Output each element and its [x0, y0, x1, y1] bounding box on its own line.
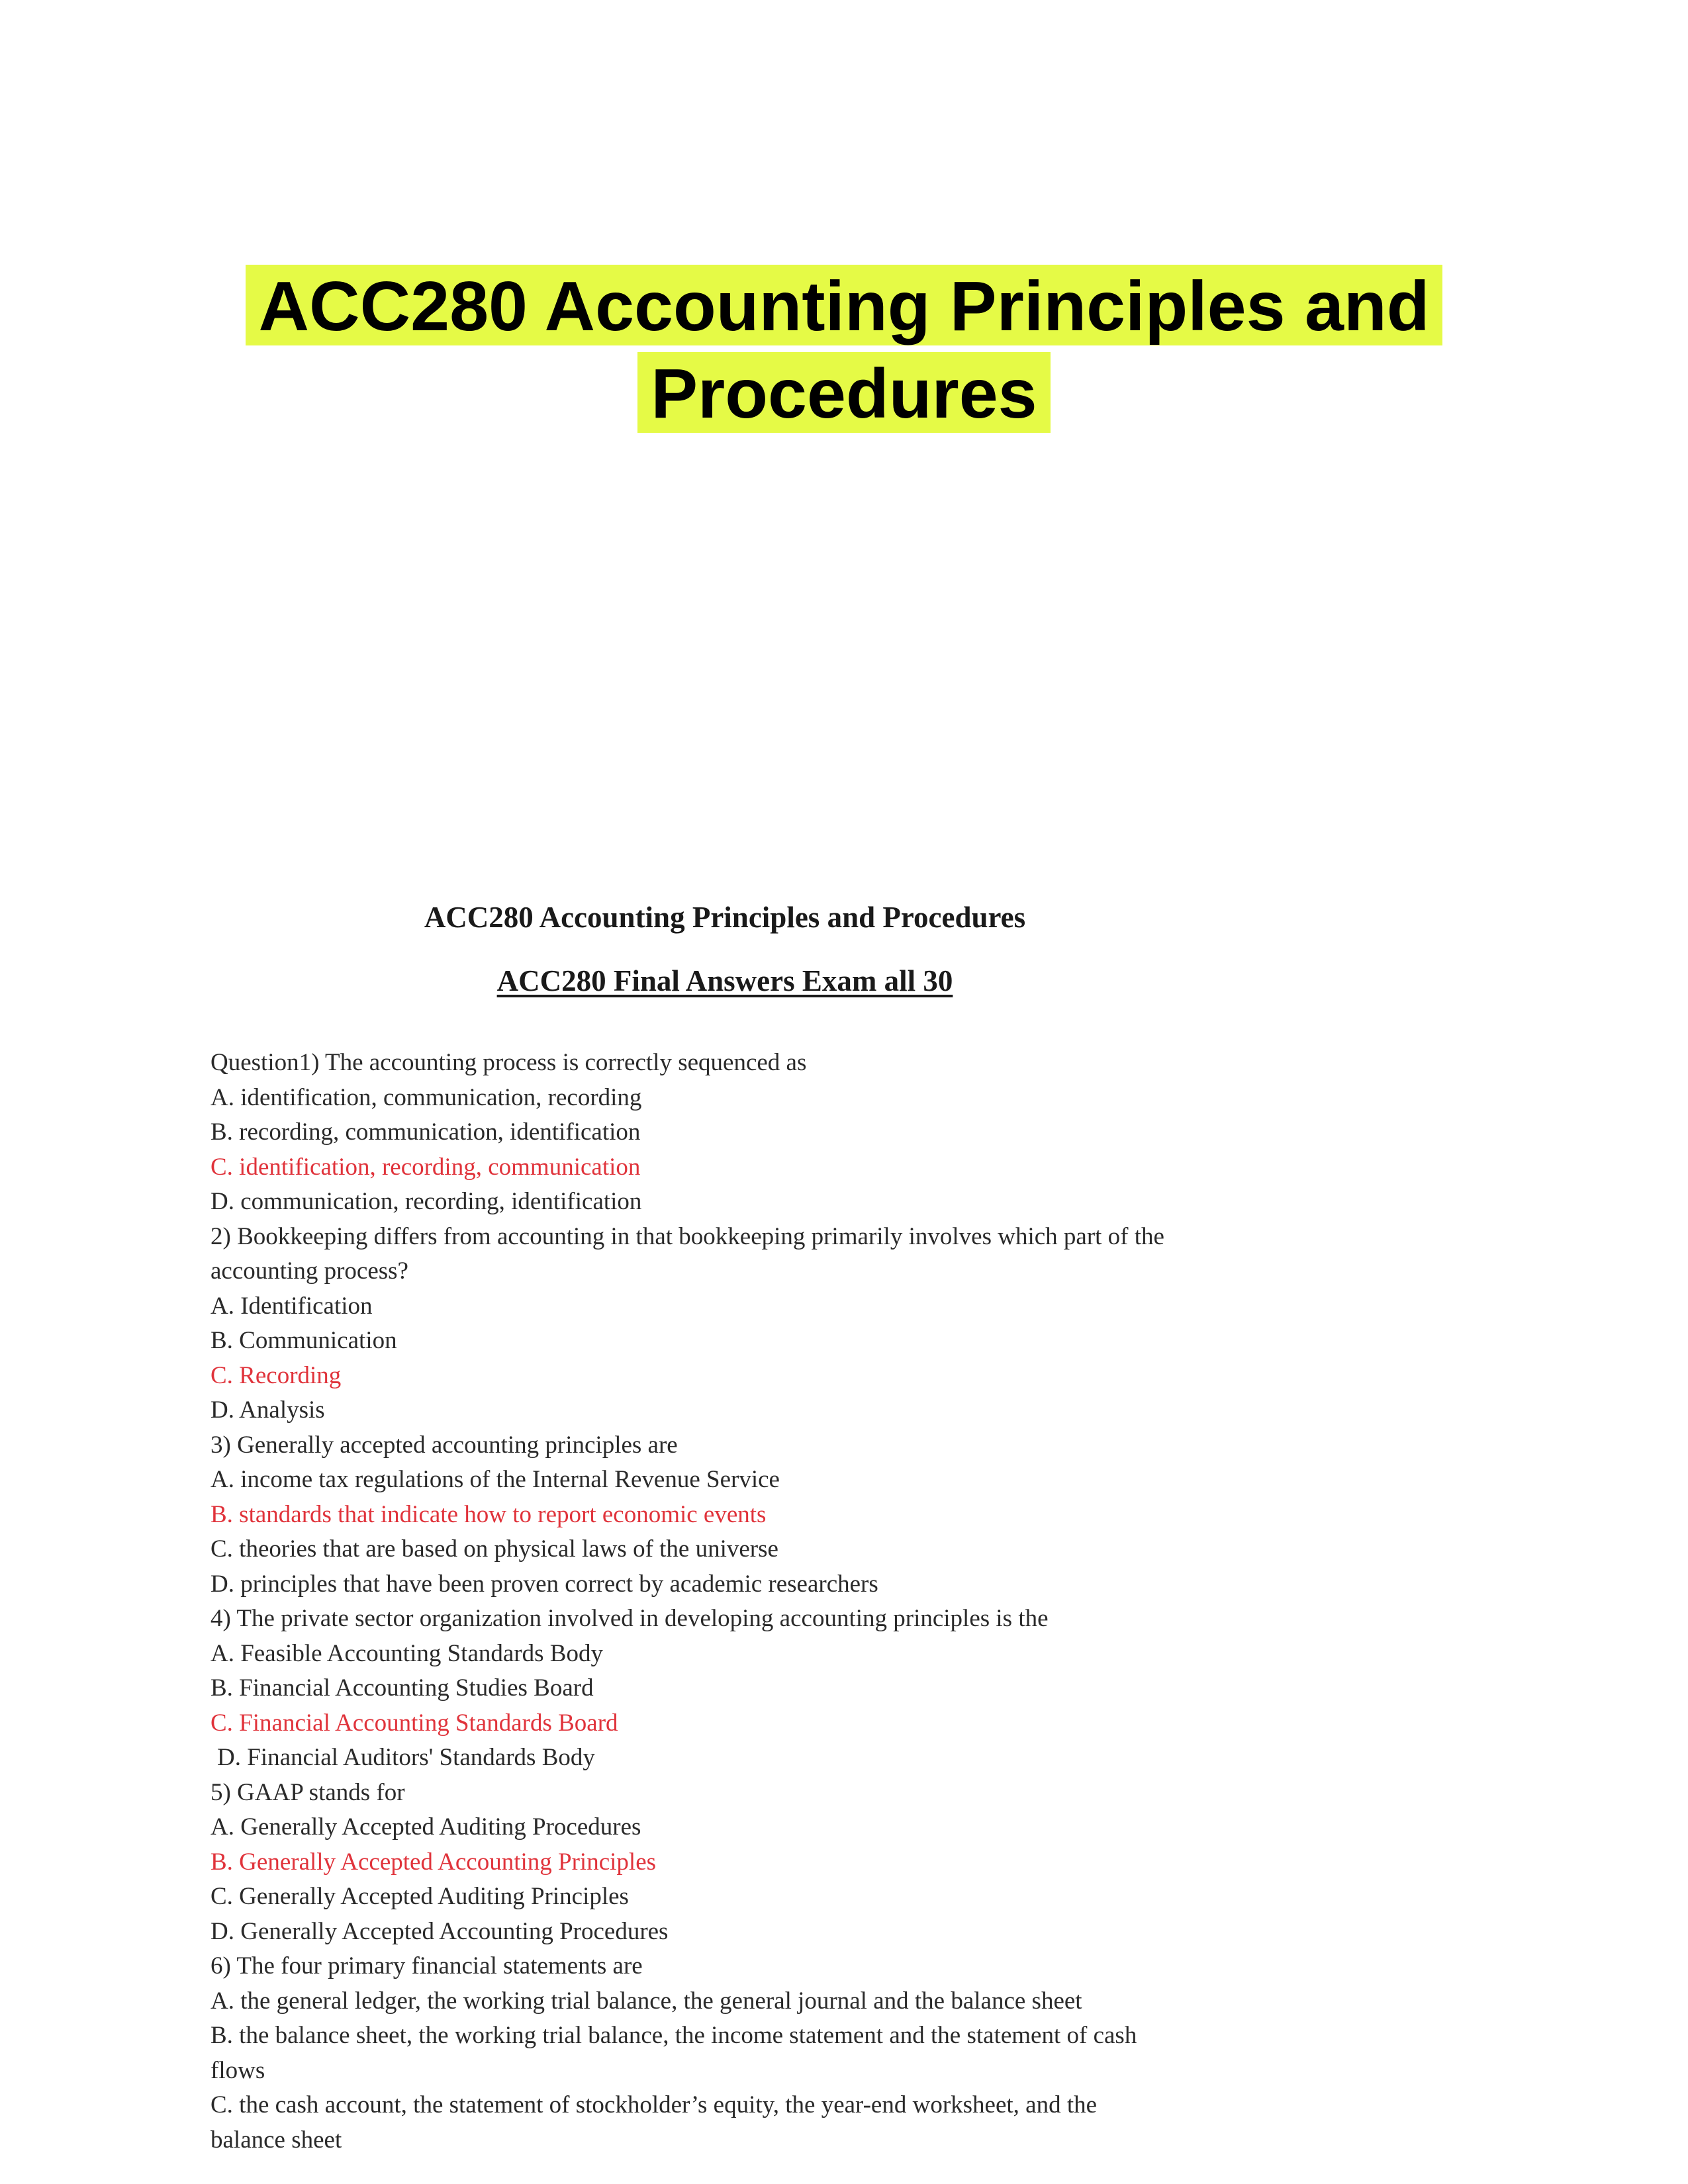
question-text-line: 6) The four primary financial statements are: [211, 1952, 643, 1979]
question-answer-list: [211, 1046, 1283, 2158]
question-text-line: flows: [211, 2056, 265, 2084]
correct-answer-line: C. Financial Accounting Standards Board: [211, 1709, 618, 1737]
question-text-line: C. Generally Accepted Auditing Principles: [211, 1883, 629, 1910]
question-text-line: A. income tax regulations of the Internal Revenue Service: [211, 1466, 780, 1493]
question-text-line: D. Analysis: [211, 1396, 325, 1424]
correct-answer-line: C. Recording: [211, 1361, 342, 1389]
highlighted-title-line-1: [0, 263, 1688, 349]
question-text-line: B. Financial Accounting Studies Board: [211, 1674, 594, 1702]
question-text-line: Question1) The accounting process is correctly sequenced as: [211, 1049, 807, 1076]
question-text-line: 2) Bookkeeping differs from accounting in that bookkeeping primarily involves which part of the: [211, 1222, 1164, 1250]
question-text-line: B. the balance sheet, the working trial balance, the income statement and the statement of cash: [211, 2022, 1137, 2049]
highlighted-title-text-1: ACC280 Accounting Principles and: [246, 265, 1443, 345]
scanned-document-subtitle: ACC280 Final Answers Exam all 30: [496, 964, 953, 997]
question-text-line: 5) GAAP stands for: [211, 1778, 405, 1806]
question-text-line: B. recording, communication, identification: [211, 1118, 641, 1146]
question-text-line: D. Financial Auditors' Standards Body: [217, 1744, 595, 1771]
question-text-line: 4) The private sector organization involved in developing accounting principles is the: [211, 1605, 1049, 1632]
question-text-line: D. communication, recording, identification: [211, 1188, 642, 1215]
question-text-line: A. Generally Accepted Auditing Procedures: [211, 1813, 641, 1841]
highlighted-title-line-2: [0, 351, 1688, 437]
highlighted-title-text-2: Procedures: [637, 352, 1050, 433]
correct-answer-line: C. identification, recording, communication: [211, 1153, 641, 1181]
question-text-line: C. the cash account, the statement of stockholder’s equity, the year-end worksheet, and the: [211, 2091, 1098, 2118]
question-text-line: D. principles that have been proven correct by academic researchers: [211, 1570, 878, 1598]
question-text-line: C. theories that are based on physical laws of the universe: [211, 1535, 778, 1563]
question-text-line: A. Feasible Accounting Standards Body: [211, 1639, 603, 1667]
question-text-line: D. Generally Accepted Accounting Procedures: [211, 1917, 669, 1945]
correct-answer-line: B. standards that indicate how to report economic events: [211, 1500, 767, 1528]
question-text-line: accounting process?: [211, 1257, 408, 1285]
question-text-line: A. Identification: [211, 1292, 373, 1320]
question-text-line: B. Communication: [211, 1327, 397, 1354]
scanned-document-title: ACC280 Accounting Principles and Procedures: [424, 901, 1026, 934]
question-text-line: balance sheet: [211, 2126, 342, 2154]
question-text-line: 3) Generally accepted accounting principles are: [211, 1431, 678, 1459]
question-text-line: A. the general ledger, the working trial balance, the general journal and the balance sheet: [211, 1987, 1082, 2015]
correct-answer-line: B. Generally Accepted Accounting Principles: [211, 1848, 657, 1876]
question-text-line: A. identification, communication, recording: [211, 1083, 642, 1111]
